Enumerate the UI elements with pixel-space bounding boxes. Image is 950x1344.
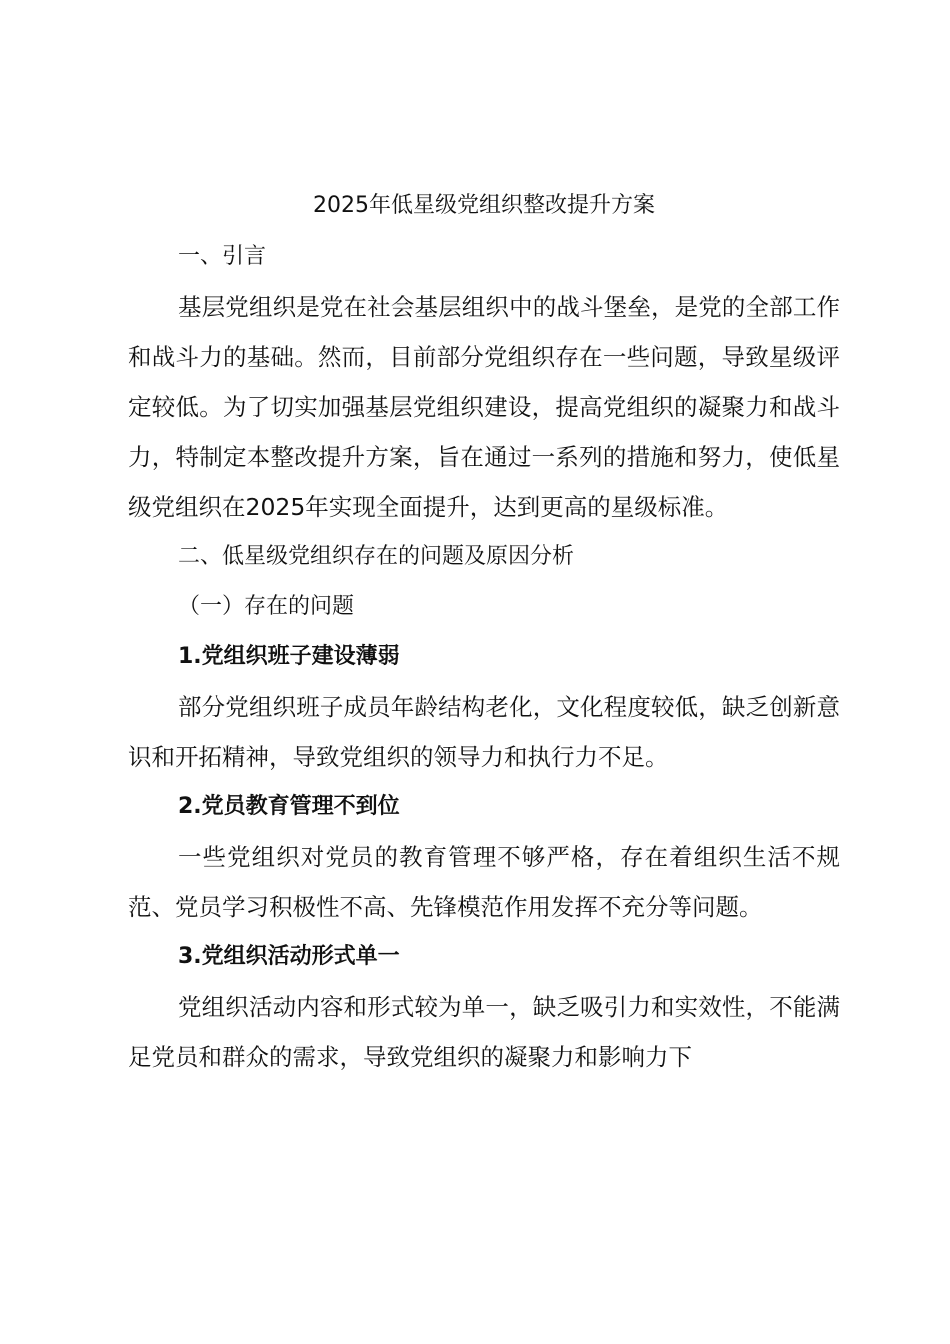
problem-heading-activities: 3.党组织活动形式单一 — [178, 944, 400, 969]
introduction-paragraph: 基层党组织是党在社会基层组织中的战斗堡垒，是党的全部工作和战斗力的基础。然而，目前部分党组织存在一些问题，导致星级评定较低。为了切实加强基层党组织建设，提高党组织的凝聚力和战斗力，特制定本整改提升方案，旨在通过一系列的措施和努力，使低星级党组织在2025年实现全面提升，达到更高的星级标准。 — [128, 293, 840, 521]
section-heading-problems-analysis: 二、低星级党组织存在的问题及原因分析 — [178, 544, 575, 569]
document-body — [128, 182, 840, 1082]
problem-heading-leadership: 1.党组织班子建设薄弱 — [178, 644, 400, 669]
document-title: 2025年低星级党组织整改提升方案 — [313, 193, 655, 218]
problem-heading-member-education: 2.党员教育管理不到位 — [178, 794, 400, 819]
problem-paragraph-member-education: 一些党组织对党员的教育管理不够严格，存在着组织生活不规范、党员学习积极性不高、先锋模范作用发挥不充分等问题。 — [128, 843, 840, 921]
problem-paragraph-activities: 党组织活动内容和形式较为单一，缺乏吸引力和实效性，不能满足党员和群众的需求，导致党组织的凝聚力和影响力下 — [128, 993, 840, 1071]
problem-paragraph-leadership: 部分党组织班子成员年龄结构老化，文化程度较低，缺乏创新意识和开拓精神，导致党组织的领导力和执行力不足。 — [128, 693, 840, 771]
subsection-heading-existing-problems: （一）存在的问题 — [178, 594, 355, 619]
section-heading-introduction: 一、引言 — [178, 244, 267, 269]
